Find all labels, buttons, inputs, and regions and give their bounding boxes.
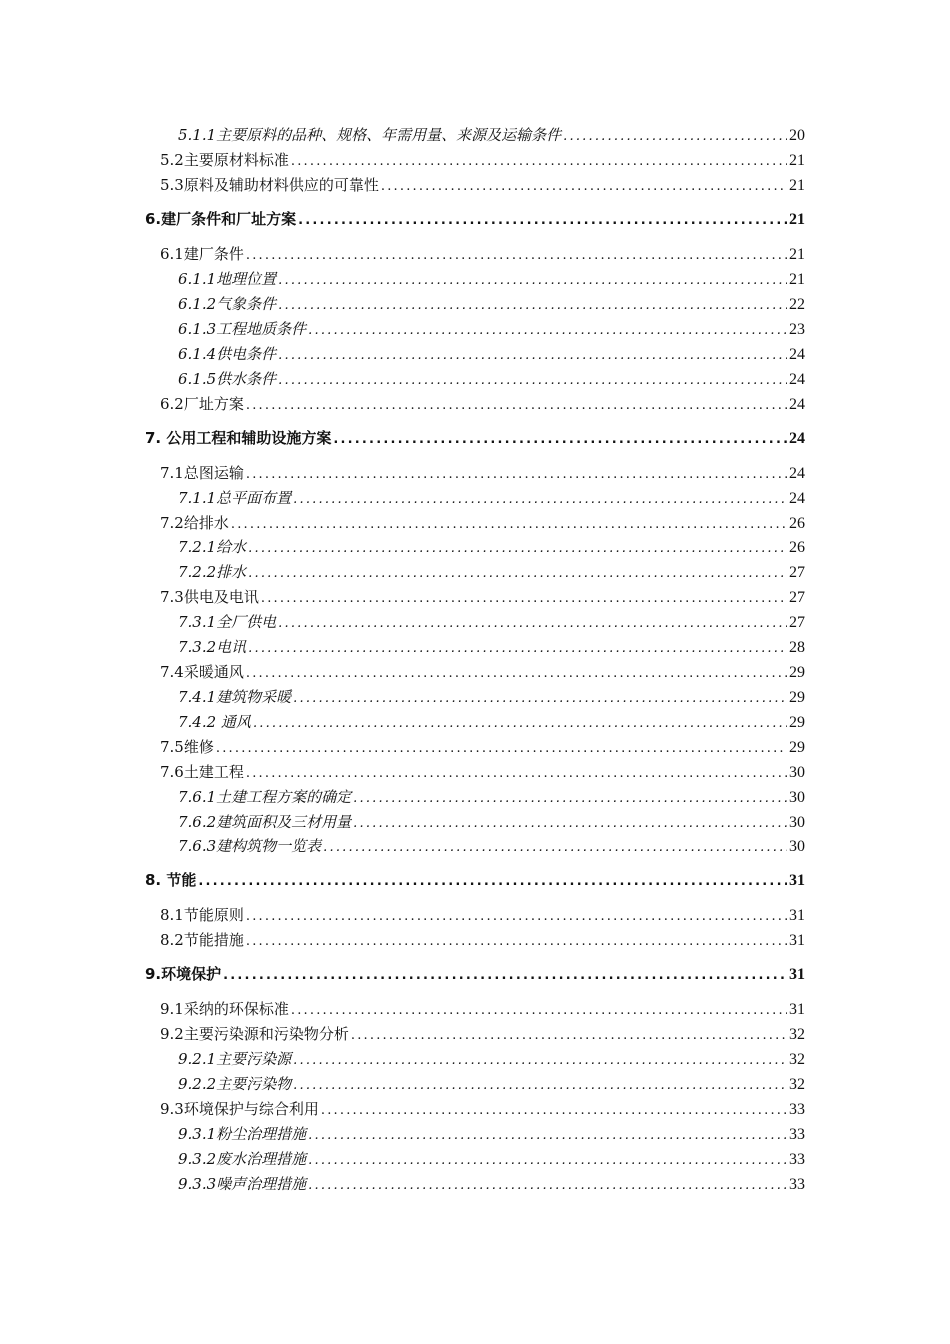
toc-entry[interactable]	[145, 427, 805, 451]
toc-entry-page-number: 31	[789, 966, 805, 983]
toc-entry-title: 7.5维修	[160, 738, 214, 756]
toc-entry-title: 7.4采暖通风	[160, 663, 244, 681]
dot-leader	[308, 1153, 787, 1168]
toc-entry-title: 9.3.1粉尘治理措施	[178, 1125, 307, 1143]
toc-entry[interactable]	[178, 611, 805, 635]
toc-entry-title: 9.2.1主要污染源	[178, 1050, 292, 1068]
toc-entry[interactable]	[178, 536, 805, 560]
toc-entry[interactable]	[160, 998, 805, 1022]
dot-leader	[308, 1178, 787, 1193]
dot-leader	[381, 179, 787, 194]
toc-entry[interactable]	[160, 1098, 805, 1122]
toc-entry[interactable]	[178, 124, 805, 148]
toc-entry[interactable]	[178, 1173, 805, 1197]
toc-entry-page-number: 29	[789, 739, 805, 756]
dot-leader	[293, 1078, 787, 1093]
dot-leader	[353, 816, 787, 831]
toc-entry-page-number: 21	[789, 152, 805, 169]
toc-entry-title: 6.1建厂条件	[160, 245, 244, 263]
toc-entry[interactable]	[160, 393, 805, 417]
toc-entry-title: 9.3环境保护与综合利用	[160, 1100, 319, 1118]
toc-entry[interactable]	[178, 1048, 805, 1072]
dot-leader	[216, 741, 787, 756]
toc-entry-page-number: 21	[789, 246, 805, 263]
dot-leader	[198, 874, 787, 889]
toc-entry-title: 7.1总图运输	[160, 464, 244, 482]
toc-entry-title: 8.1节能原则	[160, 906, 244, 924]
toc-entry-page-number: 20	[789, 127, 805, 144]
dot-leader	[246, 909, 787, 924]
toc-entry-title: 6.1.5供水条件	[178, 370, 277, 388]
toc-entry-page-number: 31	[789, 1001, 805, 1018]
toc-entry[interactable]	[178, 487, 805, 511]
dot-leader	[293, 492, 787, 507]
toc-entry-page-number: 30	[789, 838, 805, 855]
toc-entry-page-number: 27	[789, 614, 805, 631]
dot-leader	[321, 1103, 787, 1118]
toc-entry-title: 7.3供电及电讯	[160, 588, 259, 606]
dot-leader	[246, 398, 787, 413]
toc-entry-page-number: 27	[789, 589, 805, 606]
dot-leader	[246, 766, 787, 781]
toc-entry-page-number: 33	[789, 1101, 805, 1118]
toc-entry[interactable]	[160, 149, 805, 173]
toc-entry[interactable]	[178, 268, 805, 292]
toc-entry[interactable]	[160, 904, 805, 928]
dot-leader	[246, 467, 787, 482]
toc-entry-page-number: 21	[789, 177, 805, 194]
toc-entry[interactable]	[178, 1073, 805, 1097]
toc-entry-title: 7.3.2电讯	[178, 638, 247, 656]
toc-entry-title: 9.3.2废水治理措施	[178, 1150, 307, 1168]
dot-leader	[563, 129, 787, 144]
toc-entry-page-number: 31	[789, 907, 805, 924]
toc-entry[interactable]	[160, 586, 805, 610]
toc-entry[interactable]	[145, 963, 805, 987]
toc-entry[interactable]	[160, 661, 805, 685]
dot-leader	[278, 373, 787, 388]
toc-entry[interactable]	[160, 736, 805, 760]
toc-entry[interactable]	[160, 243, 805, 267]
toc-entry-page-number: 24	[789, 346, 805, 363]
dot-leader	[293, 1053, 787, 1068]
toc-entry-page-number: 24	[789, 490, 805, 507]
toc-entry[interactable]	[178, 1148, 805, 1172]
toc-entry[interactable]	[178, 636, 805, 660]
toc-entry-title: 6.建厂条件和厂址方案	[145, 210, 297, 228]
toc-entry-page-number: 27	[789, 564, 805, 581]
dot-leader	[248, 641, 787, 656]
toc-entry-page-number: 26	[789, 539, 805, 556]
toc-entry-page-number: 26	[789, 515, 805, 532]
dot-leader	[246, 934, 787, 949]
toc-entry-title: 7.4.1建筑物采暖	[178, 688, 292, 706]
toc-entry-title: 7.2.1给水	[178, 538, 247, 556]
toc-entry-title: 7.4.2 通风	[178, 713, 251, 731]
toc-entry-page-number: 33	[789, 1151, 805, 1168]
toc-entry-title: 7.1.1总平面布置	[178, 489, 292, 507]
dot-leader	[298, 213, 787, 228]
toc-entry-page-number: 29	[789, 714, 805, 731]
toc-entry-page-number: 30	[789, 789, 805, 806]
toc-entry[interactable]	[178, 835, 805, 859]
toc-entry-page-number: 24	[789, 396, 805, 413]
toc-entry-page-number: 32	[789, 1051, 805, 1068]
dot-leader	[353, 791, 787, 806]
toc-entry-page-number: 28	[789, 639, 805, 656]
toc-entry[interactable]	[178, 1123, 805, 1147]
toc-entry-page-number: 21	[789, 211, 805, 228]
toc-entry-title: 7.6.1土建工程方案的确定	[178, 788, 352, 806]
dot-leader	[293, 691, 787, 706]
toc-entry-title: 6.1.2气象条件	[178, 295, 277, 313]
toc-entry[interactable]	[160, 761, 805, 785]
toc-entry-title: 7.2给排水	[160, 514, 229, 532]
toc-entry[interactable]	[178, 318, 805, 342]
toc-entry[interactable]	[145, 869, 805, 893]
dot-leader	[291, 1003, 787, 1018]
toc-entry-title: 9.环境保护	[145, 965, 222, 983]
toc-entry[interactable]	[178, 561, 805, 585]
toc-entry-page-number: 30	[789, 814, 805, 831]
dot-leader	[308, 323, 787, 338]
toc-entry[interactable]	[160, 1023, 805, 1047]
dot-leader	[253, 716, 787, 731]
dot-leader	[278, 273, 787, 288]
toc-entry-title: 7.6.3建构筑物一览表	[178, 837, 322, 855]
toc-entry-page-number: 31	[789, 932, 805, 949]
dot-leader	[308, 1128, 787, 1143]
dot-leader	[248, 541, 787, 556]
toc-entry-page-number: 32	[789, 1026, 805, 1043]
dot-leader	[278, 298, 787, 313]
dot-leader	[248, 566, 787, 581]
toc-entry-title: 7.3.1全厂供电	[178, 613, 277, 631]
toc-entry-title: 9.2.2主要污染物	[178, 1075, 292, 1093]
toc-entry[interactable]	[178, 368, 805, 392]
dot-leader	[223, 968, 787, 983]
toc-entry-page-number: 23	[789, 321, 805, 338]
toc-entry-page-number: 24	[789, 465, 805, 482]
toc-entry-title: 5.2主要原材料标准	[160, 151, 289, 169]
toc-entry-page-number: 30	[789, 764, 805, 781]
toc-entry-title: 6.2厂址方案	[160, 395, 244, 413]
toc-entry-title: 5.1.1主要原料的品种、规格、年需用量、来源及运输条件	[178, 126, 562, 144]
dot-leader	[333, 432, 787, 447]
toc-entry[interactable]	[160, 174, 805, 198]
dot-leader	[246, 666, 787, 681]
toc-entry-title: 9.1采纳的环保标准	[160, 1000, 289, 1018]
toc-entry-page-number: 24	[789, 371, 805, 388]
toc-entry[interactable]	[178, 786, 805, 810]
toc-entry-title: 7.2.2排水	[178, 563, 247, 581]
toc-entry-page-number: 31	[789, 872, 805, 889]
toc-entry[interactable]	[160, 462, 805, 486]
toc-entry[interactable]	[160, 512, 805, 536]
toc-entry-title: 9.3.3噪声治理措施	[178, 1175, 307, 1193]
toc-entry-title: 5.3原料及辅助材料供应的可靠性	[160, 176, 379, 194]
toc-entry-page-number: 22	[789, 296, 805, 313]
toc-entry-page-number: 29	[789, 689, 805, 706]
toc-entry[interactable]	[178, 686, 805, 710]
toc-entry-title: 6.1.1地理位置	[178, 270, 277, 288]
toc-entry-title: 6.1.3工程地质条件	[178, 320, 307, 338]
dot-leader	[351, 1028, 787, 1043]
toc-entry-page-number: 29	[789, 664, 805, 681]
toc-entry-title: 6.1.4供电条件	[178, 345, 277, 363]
dot-leader	[291, 154, 787, 169]
toc-entry[interactable]	[178, 343, 805, 367]
toc-entry[interactable]	[178, 811, 805, 835]
toc-entry[interactable]	[178, 711, 805, 735]
toc-entry-title: 8. 节能	[145, 871, 197, 889]
toc-entry[interactable]	[160, 929, 805, 953]
dot-leader	[246, 248, 787, 263]
dot-leader	[323, 840, 787, 855]
toc-entry-page-number: 24	[789, 430, 805, 447]
toc-entry-title: 9.2主要污染源和污染物分析	[160, 1025, 349, 1043]
toc-entry-title: 7.6土建工程	[160, 763, 244, 781]
dot-leader	[278, 348, 787, 363]
toc-entry[interactable]	[145, 208, 805, 232]
toc-entry-title: 8.2节能措施	[160, 931, 244, 949]
toc-entry-page-number: 21	[789, 271, 805, 288]
toc-entry-page-number: 33	[789, 1126, 805, 1143]
toc-entry-page-number: 33	[789, 1176, 805, 1193]
dot-leader	[261, 591, 787, 606]
dot-leader	[231, 517, 787, 532]
dot-leader	[278, 616, 787, 631]
toc-entry[interactable]	[178, 293, 805, 317]
toc-entry-page-number: 32	[789, 1076, 805, 1093]
toc-entry-title: 7.6.2建筑面积及三材用量	[178, 813, 352, 831]
toc-entry-title: 7. 公用工程和辅助设施方案	[145, 429, 332, 447]
